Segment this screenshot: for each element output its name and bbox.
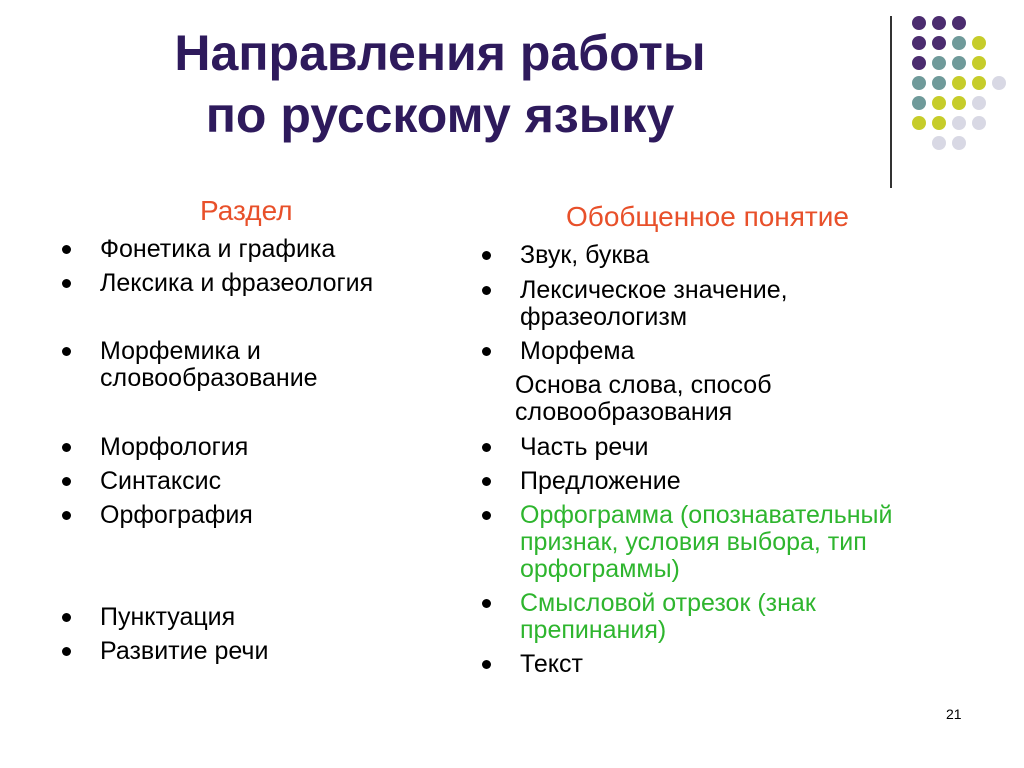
bullet-icon <box>62 279 71 288</box>
item-text: Морфология <box>100 433 249 461</box>
decorative-dot <box>952 76 966 90</box>
bullet-icon <box>482 511 491 520</box>
page-number: 21 <box>946 706 962 722</box>
item-text: Морфема <box>520 337 635 365</box>
item-text: Синтаксис <box>100 467 222 495</box>
slide-title <box>100 22 780 146</box>
item-text: Лексическое значение, <box>520 276 788 304</box>
decorative-dot <box>912 36 926 50</box>
concept-list-item <box>482 242 982 269</box>
right-column-heading: Обобщенное понятие <box>566 201 849 232</box>
bullet-icon <box>62 477 71 486</box>
bullet-icon <box>482 443 491 452</box>
decorative-dot <box>992 76 1006 90</box>
section-list-item <box>62 434 462 461</box>
decorative-dot <box>972 56 986 70</box>
bullet-icon <box>62 511 71 520</box>
item-text: Орфограмма (опознавательный <box>520 501 893 529</box>
decorative-dot <box>932 136 946 150</box>
left-column-heading: Раздел <box>200 195 293 226</box>
item-text: Лексика и фразеология <box>100 269 374 297</box>
item-text: Смысловой отрезок (знак <box>520 589 816 617</box>
bullet-icon <box>62 245 71 254</box>
decorative-dot <box>952 96 966 110</box>
decorative-dot <box>932 16 946 30</box>
decorative-dot <box>972 76 986 90</box>
decorative-dot <box>952 56 966 70</box>
concept-list-item <box>482 434 982 461</box>
decorative-dot <box>912 56 926 70</box>
decorative-dot <box>952 136 966 150</box>
decorative-dot <box>972 116 986 130</box>
decorative-dot <box>912 76 926 90</box>
item-text: Текст <box>520 650 583 678</box>
item-text: Часть речи <box>520 433 649 461</box>
item-text: словообразования <box>515 398 733 426</box>
bullet-icon <box>482 251 491 260</box>
item-text: Фонетика и графика <box>100 235 336 263</box>
decorative-dot <box>932 36 946 50</box>
vertical-divider <box>890 16 892 188</box>
bullet-icon <box>482 286 491 295</box>
bullet-icon <box>482 599 491 608</box>
item-text: фразеологизм <box>520 303 688 331</box>
item-text: препинания) <box>520 616 667 644</box>
section-list-item <box>62 236 462 263</box>
concept-note <box>515 372 835 426</box>
concept-list-item <box>482 590 982 644</box>
item-text: Развитие речи <box>100 637 269 665</box>
concept-list-item <box>482 468 982 495</box>
item-text: Основа слова, способ <box>515 371 772 399</box>
item-text: орфограммы) <box>520 555 680 583</box>
bullet-icon <box>62 347 71 356</box>
concept-list-item <box>482 338 982 365</box>
decorative-dot <box>932 116 946 130</box>
section-list-item <box>62 468 462 495</box>
section-list-item <box>62 604 462 631</box>
concept-list-item <box>482 502 982 583</box>
section-list-item <box>62 638 462 665</box>
bullet-icon <box>482 347 491 356</box>
decorative-dot <box>912 96 926 110</box>
decorative-dot <box>932 76 946 90</box>
decorative-dot <box>932 96 946 110</box>
item-text: признак, условия выбора, тип <box>520 528 867 556</box>
item-text: словообразование <box>100 364 318 392</box>
decorative-dot <box>952 16 966 30</box>
decorative-dot <box>952 116 966 130</box>
bullet-icon <box>62 613 71 622</box>
decorative-dot <box>952 36 966 50</box>
item-text: Пунктуация <box>100 603 236 631</box>
section-list-item <box>62 338 462 392</box>
bullet-icon <box>62 443 71 452</box>
slide-title-line: по русскому языку <box>205 87 675 143</box>
concept-list-item <box>482 651 982 678</box>
bullet-icon <box>482 660 491 669</box>
bullet-icon <box>482 477 491 486</box>
decorative-dot-grid-icon <box>900 10 1020 170</box>
bullet-icon <box>62 647 71 656</box>
decorative-dot <box>912 16 926 30</box>
section-list-item <box>62 270 462 297</box>
item-text: Звук, буква <box>520 241 650 269</box>
concept-list-item <box>482 277 982 331</box>
slide-title-line: Направления работы <box>174 25 706 81</box>
decorative-dot <box>912 116 926 130</box>
decorative-dot <box>932 56 946 70</box>
item-text: Морфемика и <box>100 337 261 365</box>
decorative-dot <box>972 96 986 110</box>
section-list-item <box>62 502 462 529</box>
item-text: Предложение <box>520 467 681 495</box>
decorative-dot <box>972 36 986 50</box>
item-text: Орфография <box>100 501 253 529</box>
